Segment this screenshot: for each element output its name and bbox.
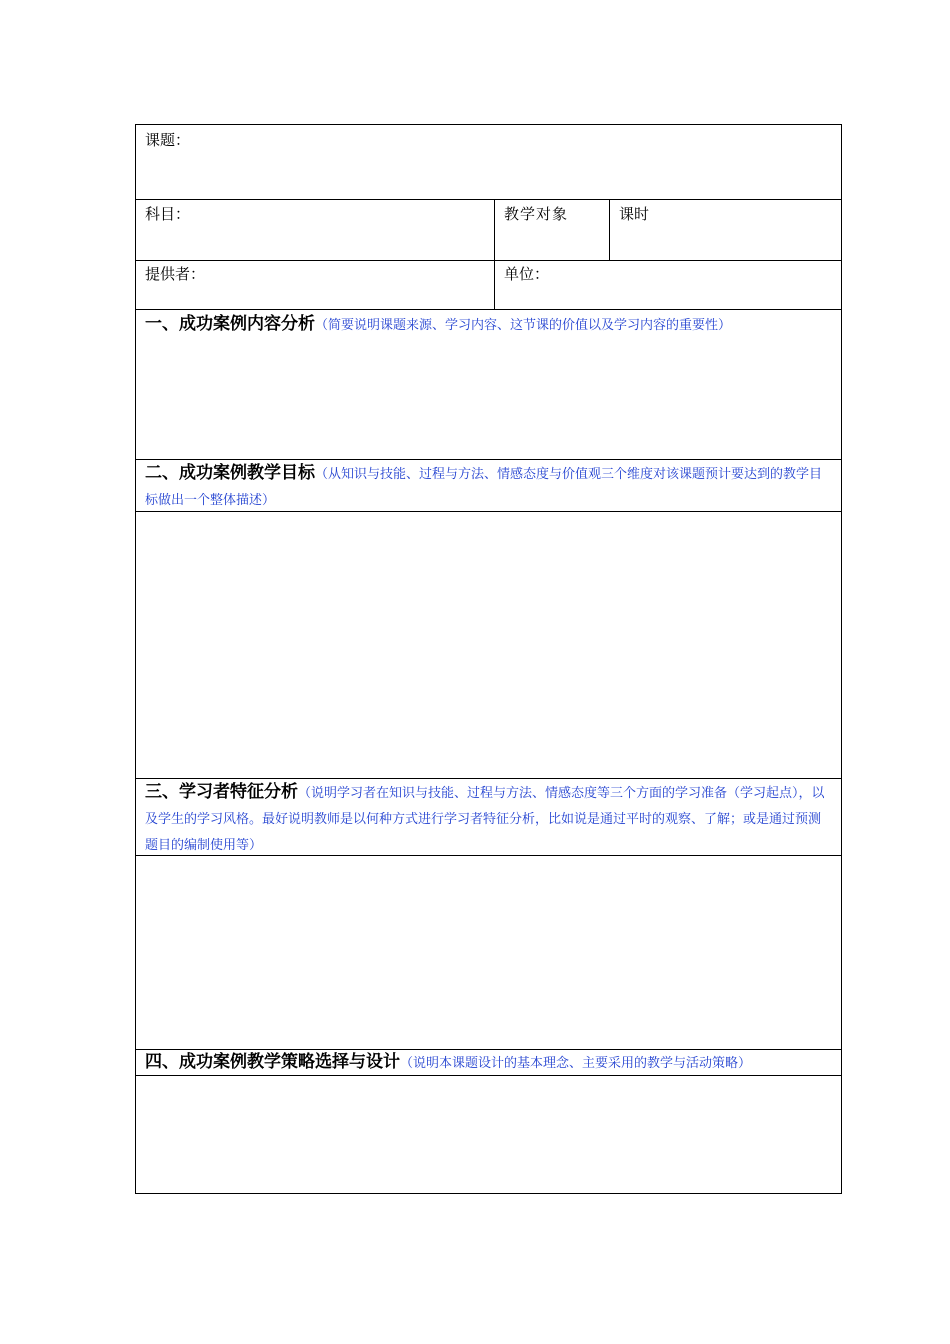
section-instructions: （从知识与技能、过程与方法、情感态度与价值观三个维度对该课题预计要达到的教学目标做出一个整体描述） — [145, 467, 823, 508]
divider — [136, 309, 841, 310]
lesson-case-form — [135, 124, 842, 1194]
section-heading-teaching-strategy — [145, 1050, 751, 1076]
divider — [136, 459, 841, 460]
section-heading-teaching-objectives — [145, 461, 833, 513]
section-title: 二、成功案例教学目标 — [145, 463, 315, 483]
provider-label: 提供者： — [145, 265, 206, 283]
section-title: 三、学习者特征分析 — [145, 782, 298, 802]
divider — [494, 199, 495, 260]
section-instructions: （简要说明课题来源、学习内容、这节课的价值以及学习内容的重要性） — [315, 318, 732, 333]
period-label: 课时 — [619, 205, 650, 223]
topic-field[interactable] — [196, 125, 836, 198]
unit-field[interactable] — [556, 261, 836, 309]
divider — [609, 199, 610, 260]
topic-label: 课题： — [145, 131, 191, 149]
unit-label: 单位： — [504, 265, 550, 283]
subject-field[interactable] — [196, 200, 492, 260]
section-title: 四、成功案例教学策略选择与设计 — [145, 1052, 400, 1072]
section-instructions: （说明本课题设计的基本理念、主要采用的教学与活动策略） — [400, 1056, 752, 1071]
divider — [494, 260, 495, 309]
section-title: 一、成功案例内容分析 — [145, 314, 315, 334]
teaching-strategy-field[interactable] — [136, 1076, 841, 1192]
period-field[interactable] — [656, 200, 836, 260]
learner-analysis-field[interactable] — [136, 856, 841, 1048]
provider-field[interactable] — [211, 261, 491, 309]
content-analysis-field[interactable] — [136, 340, 841, 458]
subject-label: 科目： — [145, 205, 191, 223]
teaching-objectives-field[interactable] — [136, 512, 841, 777]
section-heading-learner-analysis — [145, 780, 833, 858]
section-heading-content-analysis — [145, 312, 731, 338]
audience-label: 教学对象 — [504, 205, 569, 223]
divider — [136, 778, 841, 779]
section-instructions: （说明学习者在知识与技能、过程与方法、情感态度等三个方面的学习准备（学习起点），以及学生的学习风格。最好说明教师是以何种方式进行学习者特征分析，比如说是通过平时的观察、了解；或是通过预测题目的编制使用等） — [145, 786, 825, 853]
